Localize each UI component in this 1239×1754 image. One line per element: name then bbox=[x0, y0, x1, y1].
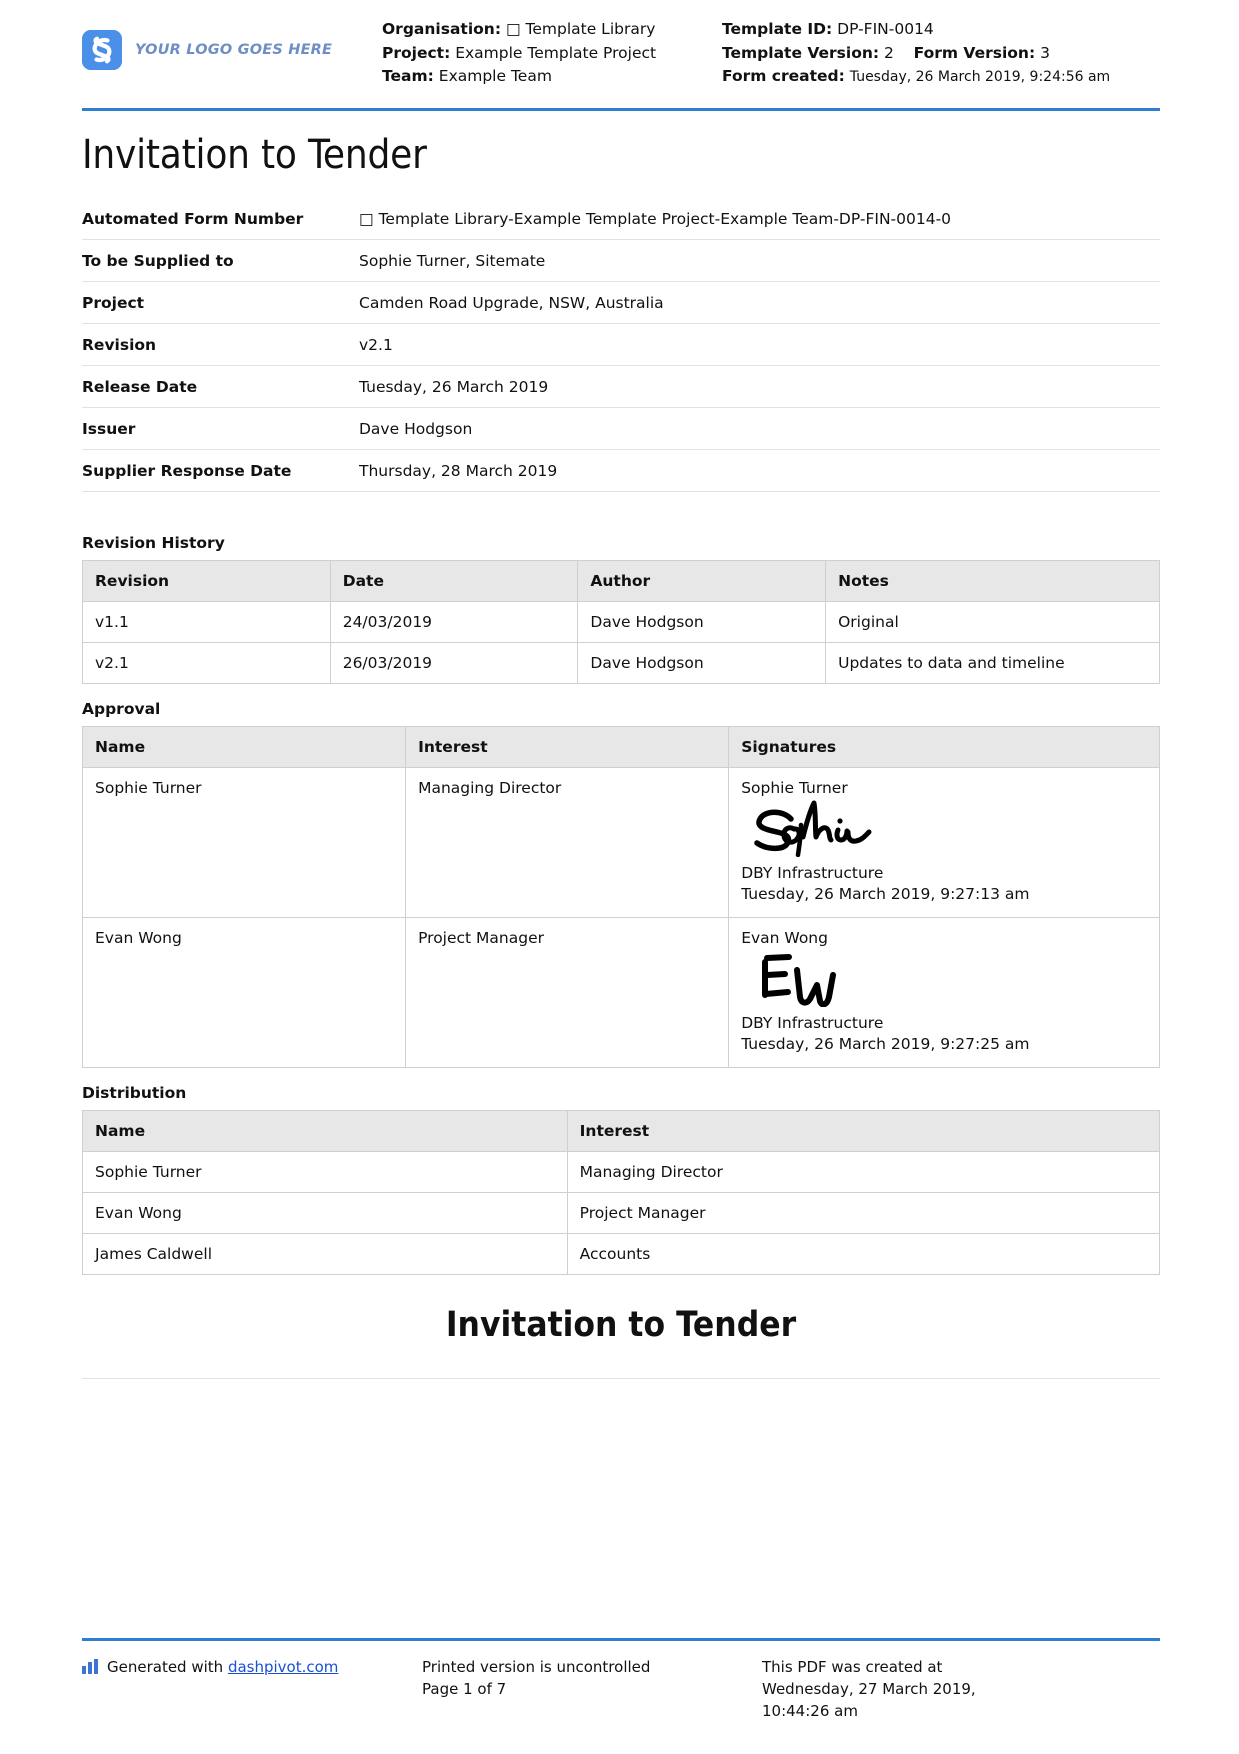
cell-approver-signature bbox=[729, 917, 1160, 1067]
column-header-date: Date bbox=[330, 561, 578, 602]
section-divider bbox=[82, 1378, 1160, 1379]
page-title: Invitation to Tender bbox=[82, 132, 427, 178]
template-version-value: 2 bbox=[884, 43, 894, 62]
document-footer bbox=[82, 1657, 1160, 1722]
document-header bbox=[82, 18, 1160, 89]
detail-row bbox=[82, 198, 1160, 240]
detail-label: Release Date bbox=[82, 378, 198, 396]
section-title-centered: Invitation to Tender bbox=[445, 1304, 797, 1345]
detail-row bbox=[82, 450, 1160, 492]
organisation-line bbox=[382, 18, 722, 42]
detail-value: □ Template Library-Example Template Project-Example Team-DP-FIN-0014-0 bbox=[359, 210, 952, 228]
detail-label: To be Supplied to bbox=[82, 252, 234, 270]
cell-date: 24/03/2019 bbox=[330, 602, 578, 643]
table-row bbox=[83, 1233, 1160, 1274]
header-divider bbox=[82, 108, 1160, 111]
signature-name: Sophie Turner bbox=[741, 779, 848, 797]
cell-name: Sophie Turner bbox=[83, 1151, 568, 1192]
cell-interest: Project Manager bbox=[567, 1192, 1159, 1233]
revision-history-table bbox=[82, 560, 1160, 684]
column-header-name: Name bbox=[83, 727, 406, 768]
cell-approver-name: Sophie Turner bbox=[83, 768, 406, 918]
footer-created-block bbox=[762, 1657, 1092, 1722]
detail-label: Automated Form Number bbox=[82, 210, 304, 228]
column-header-name: Name bbox=[83, 1110, 568, 1151]
template-id-value: DP-FIN-0014 bbox=[837, 20, 934, 38]
form-created-label: Form created: bbox=[722, 67, 845, 86]
cell-approver-interest: Managing Director bbox=[406, 768, 729, 918]
template-id-label: Template ID: bbox=[722, 20, 833, 38]
cell-name: James Caldwell bbox=[83, 1233, 568, 1274]
detail-row bbox=[82, 366, 1160, 408]
table-row bbox=[83, 917, 1160, 1067]
cell-author: Dave Hodgson bbox=[578, 643, 826, 684]
column-header-signatures: Signatures bbox=[729, 727, 1160, 768]
table-header-row bbox=[83, 561, 1160, 602]
table-row bbox=[83, 643, 1160, 684]
approval-heading: Approval bbox=[82, 700, 161, 718]
footer-created-line-1: This PDF was created at bbox=[762, 1658, 943, 1676]
dashpivot-link[interactable]: dashpivot.com bbox=[227, 1658, 339, 1676]
organisation-label: Organisation: bbox=[382, 20, 502, 38]
cell-approver-interest: Project Manager bbox=[406, 917, 729, 1067]
detail-value: v2.1 bbox=[359, 336, 393, 354]
detail-row bbox=[82, 240, 1160, 282]
footer-generated-prefix: Generated with bbox=[107, 1658, 228, 1676]
footer-created-line-3: 10:44:26 am bbox=[762, 1701, 858, 1720]
column-header-author: Author bbox=[578, 561, 826, 602]
detail-value: Sophie Turner, Sitemate bbox=[359, 252, 546, 270]
cell-author: Dave Hodgson bbox=[578, 602, 826, 643]
team-line bbox=[382, 65, 722, 89]
footer-divider bbox=[82, 1638, 1160, 1641]
cell-revision: v2.1 bbox=[83, 643, 331, 684]
project-value: Example Template Project bbox=[455, 43, 657, 62]
sitemate-s-logo-icon bbox=[82, 30, 122, 70]
footer-created-line-2: Wednesday, 27 March 2019, bbox=[762, 1679, 976, 1698]
sophie-handwritten-signature-icon bbox=[743, 799, 1149, 857]
distribution-heading: Distribution bbox=[82, 1083, 187, 1102]
footer-print-notice: Printed version is uncontrolled bbox=[422, 1658, 651, 1676]
table-header-row bbox=[83, 727, 1160, 768]
footer-page-number: Page 1 of 7 bbox=[422, 1679, 507, 1698]
content-blocks bbox=[82, 518, 1160, 1379]
detail-value: Camden Road Upgrade, NSW, Australia bbox=[359, 294, 664, 312]
footer-generated-text bbox=[107, 1657, 338, 1679]
approval-table bbox=[82, 726, 1160, 1068]
template-version-label: Template Version: bbox=[722, 43, 880, 62]
detail-row bbox=[82, 282, 1160, 324]
cell-approver-name: Evan Wong bbox=[83, 917, 406, 1067]
cell-date: 26/03/2019 bbox=[330, 643, 578, 684]
template-id-line bbox=[722, 18, 1142, 42]
team-value: Example Team bbox=[438, 67, 552, 86]
signature-company: DBY Infrastructure bbox=[741, 864, 884, 882]
detail-label: Project bbox=[82, 294, 145, 312]
column-header-interest: Interest bbox=[406, 727, 729, 768]
cell-revision: v1.1 bbox=[83, 602, 331, 643]
detail-value: Tuesday, 26 March 2019 bbox=[359, 378, 549, 396]
signature-timestamp: Tuesday, 26 March 2019, 9:27:13 am bbox=[741, 885, 1030, 904]
logo-block bbox=[82, 18, 382, 70]
detail-label: Revision bbox=[82, 336, 157, 354]
details-list bbox=[82, 198, 1160, 492]
signature-company: DBY Infrastructure bbox=[741, 1013, 884, 1032]
bar-chart-icon bbox=[82, 1659, 99, 1681]
cell-notes: Original bbox=[826, 602, 1160, 643]
detail-row bbox=[82, 324, 1160, 366]
form-created-value: Tuesday, 26 March 2019, 9:24:56 am bbox=[849, 69, 1111, 86]
table-header-row bbox=[83, 1110, 1160, 1151]
signature-name: Evan Wong bbox=[741, 928, 828, 947]
detail-value: Thursday, 28 March 2019 bbox=[359, 462, 558, 480]
distribution-table bbox=[82, 1110, 1160, 1275]
column-header-interest: Interest bbox=[567, 1110, 1159, 1151]
cell-notes: Updates to data and timeline bbox=[826, 643, 1160, 684]
table-row bbox=[83, 768, 1160, 918]
column-header-notes: Notes bbox=[826, 561, 1160, 602]
detail-label: Issuer bbox=[82, 420, 136, 438]
header-meta-right bbox=[722, 18, 1142, 89]
table-row bbox=[83, 1192, 1160, 1233]
footer-generated-block bbox=[82, 1657, 422, 1722]
cell-approver-signature bbox=[729, 768, 1160, 918]
detail-row bbox=[82, 408, 1160, 450]
project-label: Project: bbox=[382, 43, 451, 62]
ew-handwritten-signature-icon bbox=[743, 949, 1149, 1007]
column-header-revision: Revision bbox=[83, 561, 331, 602]
header-meta-left bbox=[382, 18, 722, 89]
cell-name: Evan Wong bbox=[83, 1192, 568, 1233]
footer-print-block bbox=[422, 1657, 762, 1722]
cell-interest: Managing Director bbox=[567, 1151, 1159, 1192]
organisation-value: □ Template Library bbox=[505, 20, 656, 38]
table-row bbox=[83, 602, 1160, 643]
detail-label: Supplier Response Date bbox=[82, 462, 292, 480]
form-version-label: Form Version: bbox=[913, 43, 1036, 62]
logo-text: YOUR LOGO GOES HERE bbox=[135, 42, 333, 58]
detail-value: Dave Hodgson bbox=[359, 420, 473, 438]
signature-timestamp: Tuesday, 26 March 2019, 9:27:25 am bbox=[741, 1035, 1030, 1054]
revision-history-heading: Revision History bbox=[82, 534, 225, 552]
table-row bbox=[83, 1151, 1160, 1192]
team-label: Team: bbox=[382, 67, 434, 86]
version-line bbox=[722, 42, 1142, 66]
project-line bbox=[382, 42, 722, 66]
form-created-line bbox=[722, 65, 1142, 89]
cell-interest: Accounts bbox=[567, 1233, 1159, 1274]
form-version-value: 3 bbox=[1040, 43, 1050, 62]
